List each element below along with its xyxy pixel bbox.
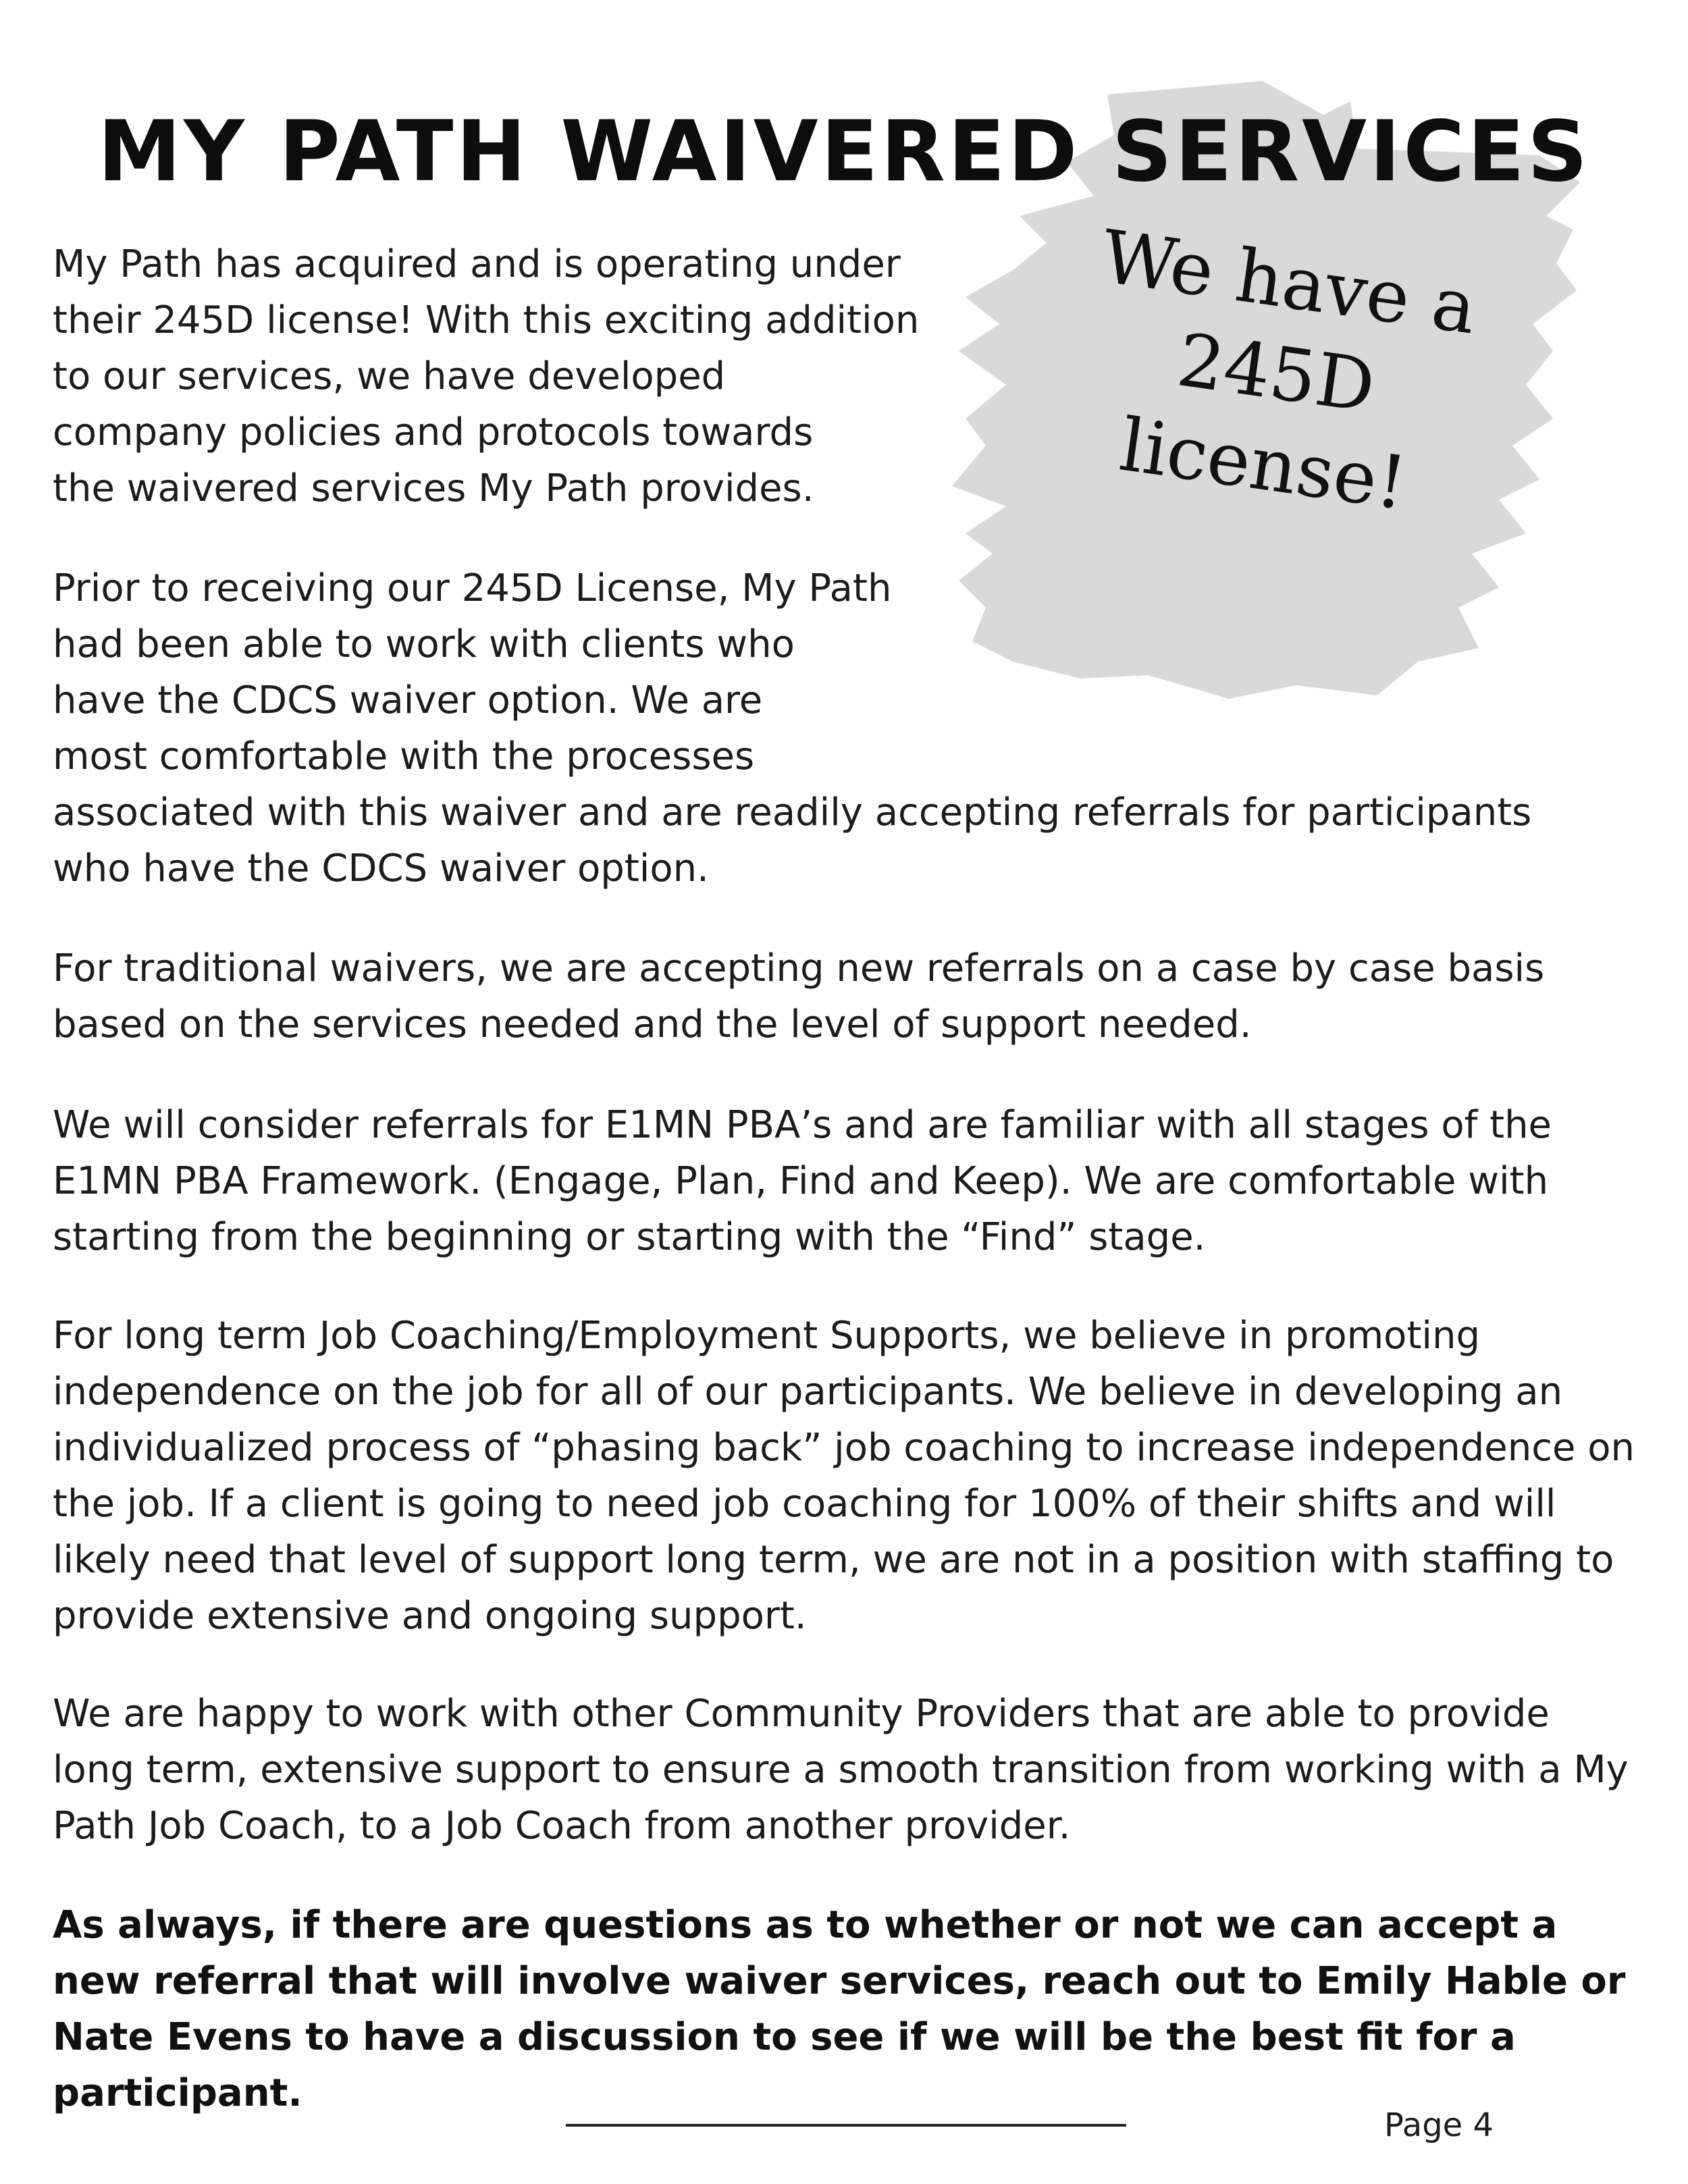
cdcs-line-6: who have the CDCS waiver option. [53,847,709,890]
callout-line-3: license! [1115,402,1412,527]
page-title: MY PATH WAIVERED SERVICES [97,103,1591,201]
cdcs-line-5: associated with this waiver and are readily accepting referrals for participants [53,791,1532,834]
closing-paragraph: As always, if there are questions as to whether or not we can accept a new referral that will involve waiver services, reach out to Emily Hable or Nate Evens to have a discussion to see if we will be the best fit for a participant. [53,1903,1626,2115]
intro-line-5: the waivered services My Path provides. [53,467,814,510]
cdcs-paragraph [53,560,1639,897]
callout-line-1: We have a [1096,215,1481,351]
cdcs-line-3: have the CDCS waiver option. We are [53,678,763,722]
cdcs-line-1: Prior to receiving our 245D License, My Path [53,566,892,610]
intro-line-3: to our services, we have developed [53,354,726,398]
community-providers-paragraph: We are happy to work with other Community Providers that are able to provide long term, extensive support to ensure a smooth transition from working with a My Path Job Coach, to a Job Coach from another provider. [53,1692,1629,1848]
footer-divider [566,2124,1126,2127]
intro-line-2: their 245D license! With this exciting addition [53,298,920,342]
intro-line-4: company policies and protocols towards [53,410,814,454]
cdcs-line-4: most comfortable with the processes [53,735,755,778]
cdcs-line-2: had been able to work with clients who [53,622,795,666]
intro-line-1: My Path has acquired and is operating under [53,242,901,286]
callout-line-2: 245D [1172,318,1380,429]
intro-paragraph [53,236,984,516]
page-number: Page 4 [1384,2106,1494,2144]
traditional-waivers-paragraph: For traditional waivers, we are accepting new referrals on a case by case basis based on the services needed and the level of support needed. [53,947,1545,1046]
job-coaching-paragraph: For long term Job Coaching/Employment Supports, we believe in promoting independence on the job for all of our participants. We believe in developing an individualized process of “phasing back” job coaching to increase independence on the job. If a client is going to need job coaching for 100% of their shifts and will likely need that level of support long term, we are not in a position with staffing to provide extensive and ongoing support. [53,1314,1635,1638]
e1mn-pba-paragraph: We will consider referrals for E1MN PBA’s and are familiar with all stages of the E1MN PBA Framework. (Engage, Plan, Find and Keep). We are comfortable with starting from the beginning or starting with the “Find” stage. [53,1103,1552,1259]
